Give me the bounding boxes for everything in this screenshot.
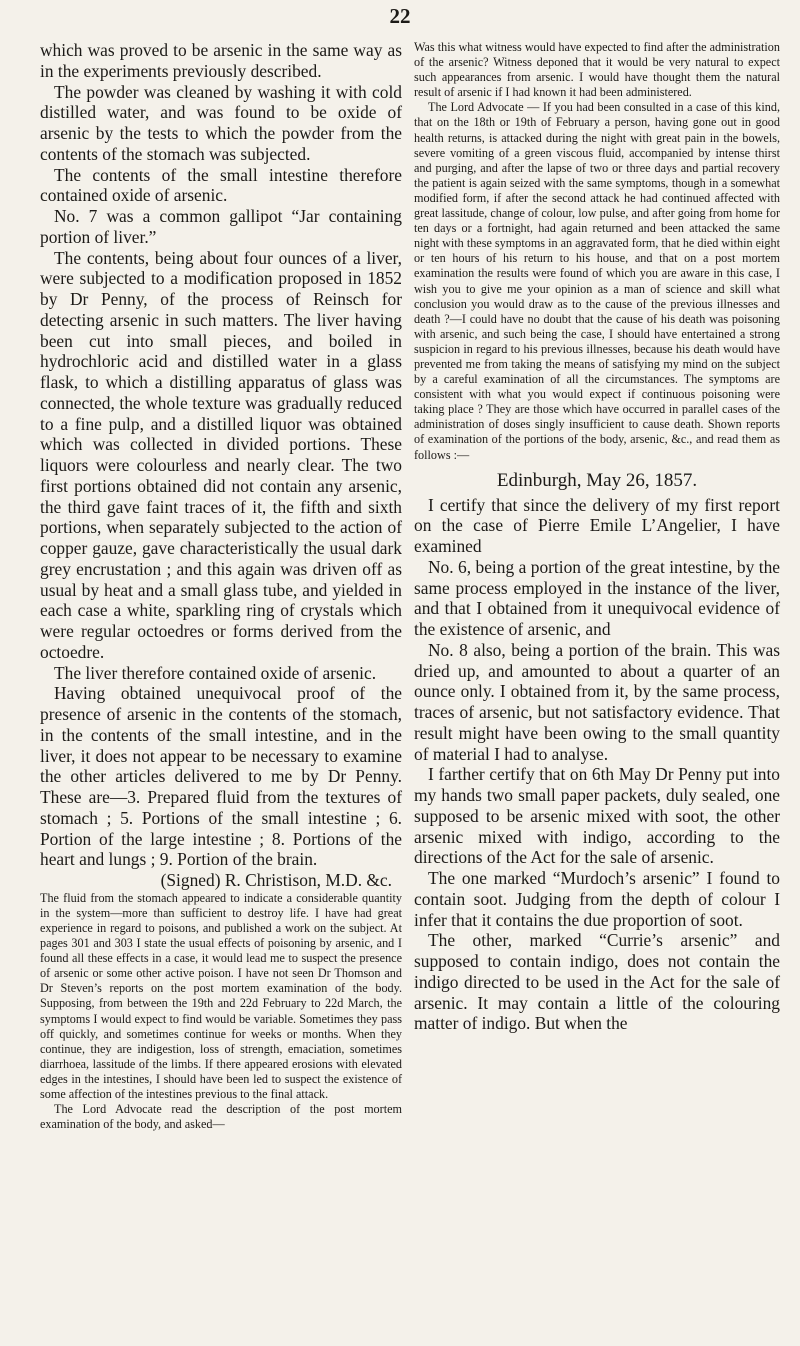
testimony-paragraph: The Lord Advocate — If you had been consulted in a case of this kind, that on the 18th or 19th of February a person, having gone out in good health returns, is attacked during the night with great pain in the bowels, severe vomiting of a green viscous fluid, accompanied by intense thirst and purging, and after the lapse of two or three days and partial recovery the patient is again seized with the same symptoms, though in a somewhat modified form, if after the second attack he had continued affected with great lassitude, change of colour, low pulse, and after going from home for ten days or a fortnight, had again returned and been attacked the same night with these symptoms in an aggravated form, that he died within eight or ten hours of his return to his house, and that on a post mortem examination the results were found of which you are aware in this case, I wish you to give me your opinion as a man of science and skill what conclusion you would draw as to the cause of the previous illnesses and death ?—I could have no doubt that the cause of his death was poisoning with arsenic, and such being the case, I should have entertained a strong suspicion in regard to his previous illnesses, because his death would have prevented me from taking the means of satisfying my mind on the subject by a careful examination of all the circumstances. The symptoms are consistent with what you would expect if continuous poisoning were taking place ? They are those which have occurred in parallel cases of the administration of doses singly insufficient to cause death. Shown reports of examination of the portions of the body, arsenic, &c., and read them as follows :— <box>414 100 780 462</box>
testimony-paragraph: The fluid from the stomach appeared to indicate a considerable quantity in the system—more than sufficient to destroy life. I have had great experience in regard to poisons, and published a work on the subject. At pages 301 and 303 I state the usual effects of poisoning by arsenic, and I found all these effects in a case, it would lead me to suspect the presence of arsenic or some other active poison. I have not seen Dr Thomson and Dr Steven’s reports on the post mortem examination of the body. Supposing, from between the 19th and 22d February to 22d March, the symptoms I would expect to find would be variable. Sometimes they pass off quickly, and sometimes continue for weeks or months. When they continue, they are indigestion, loss of strength, emaciation, sometimes diarrhoea, lassitude of the limbs. If there appeared erosions with elevated edges in the intestines, I should have been led to suspect the existence of some affection of the intestines previous to the final attack. <box>40 890 402 1101</box>
paragraph: The powder was cleaned by washing it with cold distilled water, and was found to be oxide of arsenic by the tests to which the powder from the contents of the stomach was subjected. <box>40 81 402 164</box>
paragraph: which was proved to be arsenic in the same way as in the experiments previously described. <box>40 40 402 81</box>
right-column <box>414 40 780 1034</box>
signature-line: (Signed) R. Christison, M.D. &c. <box>160 870 392 890</box>
left-column <box>40 40 402 1132</box>
paragraph: The contents, being about four ounces of a liver, were subjected to a modification proposed in 1852 by Dr Penny, of the process of Reinsch for detecting arsenic in such matters. The liver having been cut into small pieces, and boiled in hydrochloric acid and distilled water in a glass flask, to which a distilling apparatus of glass was connected, the whole texture was gradually reduced to a fine pulp, and a distilled liquor was obtained which was collected in divided portions. These liquors were colourless and nearly clear. The two first portions obtained did not contain any arsenic, the third gave faint traces of it, the fifth and sixth portions, when separately subjected to the action of copper gauze, gave characteristically the usual dark grey encrustation ; and this again was driven off as usual by heat and a small glass tube, and yielded in each case a white, sparkling ring of crystals which were regular octoedres or forms derived from the octoedre. <box>40 247 402 662</box>
testimony-paragraph: Was this what witness would have expected to find after the administration of the arsenic? Witness deponed that it would be very natural to expect such appearances from arsenic. I would have thought them the natural result of arsenic if I had known it had been administered. <box>414 40 780 100</box>
paragraph: Having obtained unequivocal proof of the presence of arsenic in the contents of the stomach, in the contents of the small intestine, and in the liver, it does not appear to be necessary to examine the other articles delivered to me by Dr Penny. These are—3. Prepared fluid from the textures of stomach ; 5. Portions of the small intestine ; 6. Portion of the large intestine ; 8. Portions of the heart and lungs ; 9. Portion of the brain. <box>40 683 402 870</box>
paragraph: No. 7 was a common gallipot “Jar containing portion of liver.” <box>40 206 402 247</box>
report-dateline: Edinburgh, May 26, 1857. <box>496 469 698 491</box>
paragraph: The liver therefore contained oxide of arsenic. <box>54 662 377 683</box>
paragraph: No. 8 also, being a portion of the brain. This was dried up, and amounted to about a quarter of an ounce only. I obtained from it, by the same process, traces of arsenic, but not satisfactory evidence. That result might have been owing to the small quantity of material I had to analyse. <box>414 639 780 764</box>
paragraph: The other, marked “Currie’s arsenic” and supposed to contain indigo, does not contain the indigo directed to be used in the Act for the sale of arsenic. It may contain a little of the colouring matter of indigo. But when the <box>414 930 780 1034</box>
paragraph: The one marked “Murdoch’s arsenic” I found to contain soot. Judging from the depth of colour I infer that it contains the due proportion of soot. <box>414 868 780 930</box>
paragraph: I certify that since the delivery of my first report on the case of Pierre Emile L’Angelier, I have examined <box>414 494 780 557</box>
paragraph: No. 6, being a portion of the great intestine, by the same process employed in the instance of the liver, and that I obtained from it unequivocal evidence of the existence of arsenic, and <box>414 556 780 640</box>
testimony-paragraph: The Lord Advocate read the description of the post mortem examination of the body, and asked— <box>40 1102 402 1132</box>
paragraph: The contents of the small intestine therefore contained oxide of arsenic. <box>40 164 402 206</box>
page-number: 22 <box>389 4 411 28</box>
paragraph: I farther certify that on 6th May Dr Penny put into my hands two small paper packets, duly sealed, one supposed to be arsenic mixed with soot, the other arsenic mixed with indigo, according to the directions of the Act for the sale of arsenic. <box>414 764 780 868</box>
